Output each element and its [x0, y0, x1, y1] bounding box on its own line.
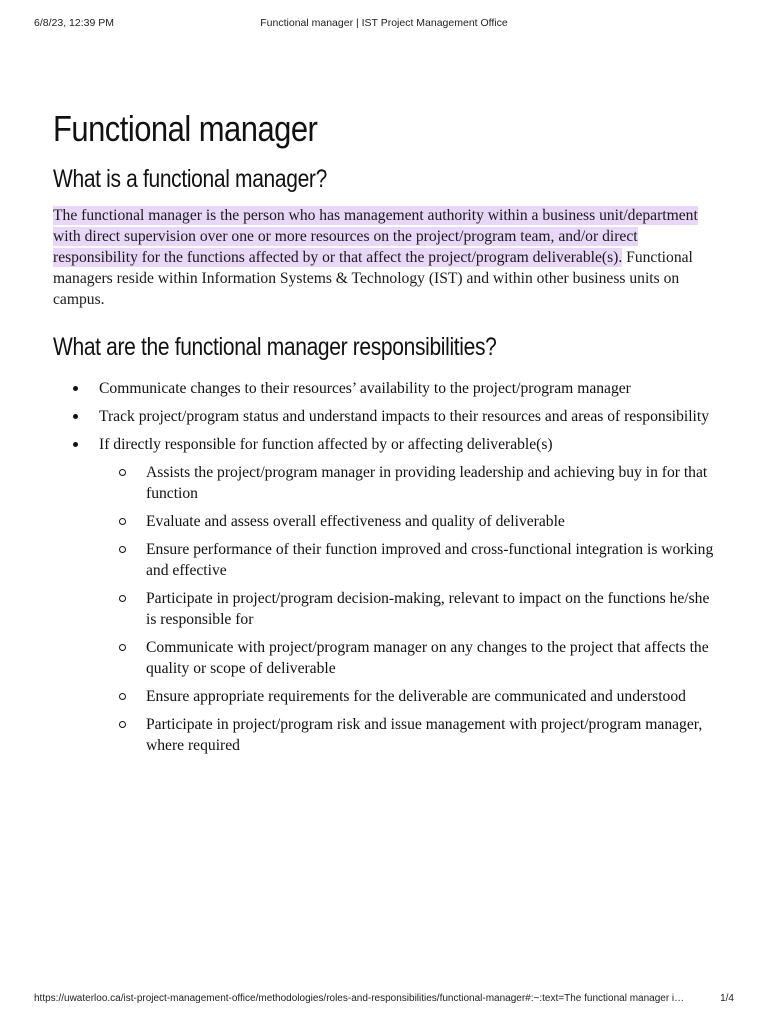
section-heading-responsibilities: What are the functional manager responsibilities?	[53, 333, 497, 361]
sub-list-item-text: Assists the project/program manager in providing leadership and achieving buy in for that function	[146, 464, 708, 502]
circle-bullet-icon	[119, 721, 126, 728]
bullet-icon	[73, 414, 78, 419]
page-indicator: 1/4	[720, 993, 734, 1004]
page-url-link[interactable]: https://uwaterloo.ca/ist-project-management-office/methodologies/roles-and-responsibilities/functional-manager#:~:text=The functional manager i…	[34, 993, 685, 1004]
sub-list-item-text: Participate in project/program decision-making, relevant to impact on the functions he/she is responsible for	[146, 590, 710, 628]
sub-list-item	[99, 588, 718, 630]
print-datetime: 6/8/23, 12:39 PM	[34, 17, 114, 29]
print-doc-title: Functional manager | IST Project Management Office	[260, 17, 508, 29]
section-heading-what-is: What is a functional manager?	[53, 165, 327, 193]
circle-bullet-icon	[119, 644, 126, 651]
circle-bullet-icon	[119, 693, 126, 700]
bullet-icon	[73, 386, 78, 391]
list-item-text: Track project/program status and understand impacts to their resources and areas of responsibility	[99, 408, 710, 425]
list-item	[53, 434, 718, 756]
article-content	[53, 106, 718, 763]
sub-list-item	[99, 637, 718, 679]
sub-list-item-text: Participate in project/program risk and issue management with project/program manager, where required	[146, 716, 703, 754]
circle-bullet-icon	[119, 546, 126, 553]
sub-list-item	[99, 511, 718, 532]
sub-list-item-text: Evaluate and assess overall effectiveness and quality of deliverable	[146, 513, 565, 530]
sub-list-item-text: Ensure performance of their function improved and cross-functional integration is working and effective	[146, 541, 714, 579]
page-title: Functional manager	[53, 108, 318, 149]
bullet-icon	[73, 442, 78, 447]
list-item	[53, 406, 718, 427]
print-footer	[34, 993, 734, 1007]
print-header	[34, 17, 734, 31]
sub-list-item	[99, 686, 718, 707]
circle-bullet-icon	[119, 595, 126, 602]
sub-list-item	[99, 539, 718, 581]
sub-responsibilities-list	[99, 462, 718, 756]
circle-bullet-icon	[119, 469, 126, 476]
responsibilities-list	[53, 378, 718, 756]
list-item-text: Communicate changes to their resources’ availability to the project/program manager	[99, 380, 631, 397]
sub-list-item	[99, 462, 718, 504]
sub-list-item	[99, 714, 718, 756]
intro-text: Functional managers reside within Information Systems & Technology (IST) and within other business units on campus.	[53, 249, 693, 308]
list-item	[53, 378, 718, 399]
list-item-text: If directly responsible for function affected by or affecting deliverable(s)	[99, 436, 553, 453]
sub-list-item-text: Communicate with project/program manager on any changes to the project that affects the quality or scope of deliverable	[146, 639, 709, 677]
intro-paragraph	[53, 205, 718, 310]
circle-bullet-icon	[119, 518, 126, 525]
sub-list-item-text: Ensure appropriate requirements for the deliverable are communicated and understood	[146, 688, 686, 705]
highlighted-text: The functional manager is the person who has management authority within a business unit/department with direct supervision over one or more resources on the project/program team, and/or direct responsibility for the functions affected by or that affect the project/program deliverable(s).	[53, 207, 698, 266]
